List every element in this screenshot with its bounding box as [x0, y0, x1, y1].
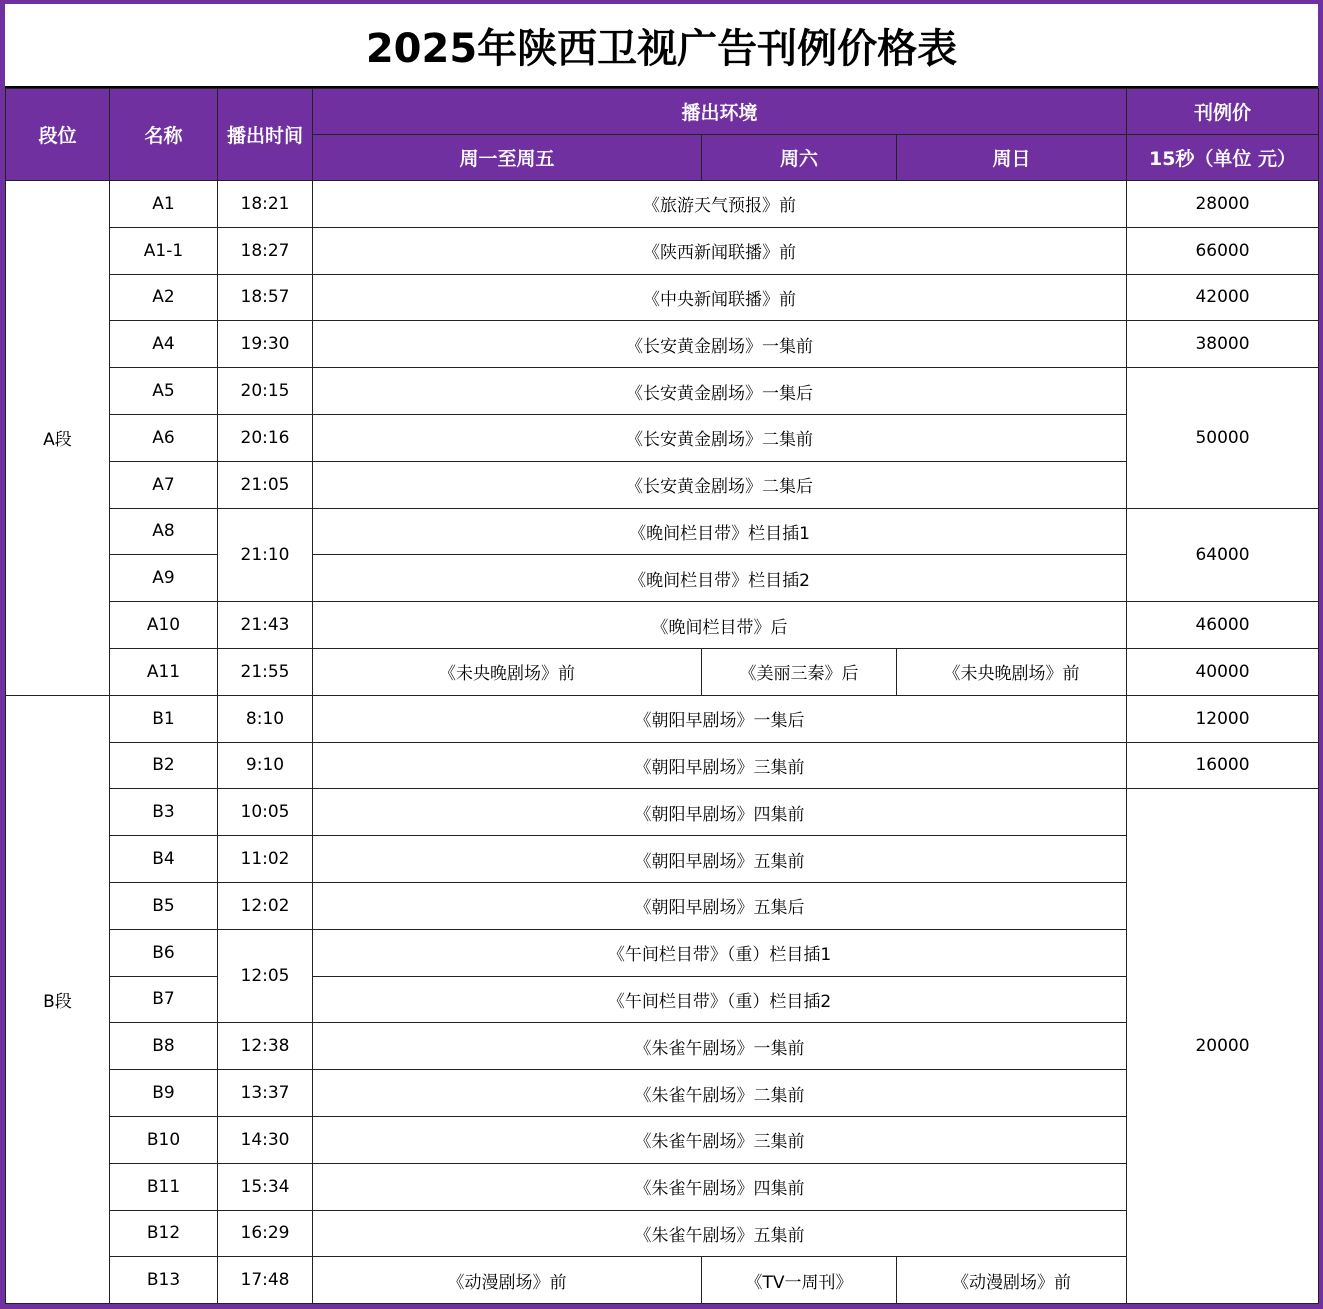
- table-row: [6, 181, 1319, 228]
- table-row: [6, 836, 1319, 883]
- header-price-unit: 15秒（单位 元）: [1127, 135, 1319, 181]
- name-cell: B10: [110, 1116, 218, 1163]
- price-cell: 28000: [1127, 181, 1319, 228]
- time-cell: 18:57: [218, 274, 313, 321]
- time-cell: 12:38: [218, 1023, 313, 1070]
- environment-cell: 《朱雀午剧场》五集前: [313, 1210, 1127, 1257]
- time-cell: 18:27: [218, 227, 313, 274]
- environment-cell: 《午间栏目带》（重）栏目插2: [313, 976, 1127, 1023]
- name-cell: A11: [110, 648, 218, 695]
- header-environment: 播出环境: [313, 89, 1127, 135]
- table-row: [6, 602, 1319, 649]
- segment-cell: B段: [6, 695, 110, 1303]
- environment-cell: 《晚间栏目带》栏目插2: [313, 555, 1127, 602]
- table-row: [6, 976, 1319, 1023]
- table-row: [6, 1257, 1319, 1304]
- time-cell: 21:43: [218, 602, 313, 649]
- name-cell: B9: [110, 1070, 218, 1117]
- environment-cell: 《朝阳早剧场》四集前: [313, 789, 1127, 836]
- environment-cell: 《朱雀午剧场》三集前: [313, 1116, 1127, 1163]
- table-row: [6, 648, 1319, 695]
- time-cell: 18:21: [218, 181, 313, 228]
- table-row: [6, 227, 1319, 274]
- time-cell: 15:34: [218, 1163, 313, 1210]
- table-row: [6, 414, 1319, 461]
- price-cell: 20000: [1127, 789, 1319, 1304]
- name-cell: A5: [110, 368, 218, 415]
- price-cell: 12000: [1127, 695, 1319, 742]
- environment-cell: 《朝阳早剧场》五集前: [313, 836, 1127, 883]
- environment-cell: 《长安黄金剧场》二集后: [313, 461, 1127, 508]
- name-cell: A8: [110, 508, 218, 555]
- environment-cell: 《朝阳早剧场》三集前: [313, 742, 1127, 789]
- name-cell: A1-1: [110, 227, 218, 274]
- header-sunday: 周日: [897, 135, 1127, 181]
- environment-cell: 《朝阳早剧场》五集后: [313, 882, 1127, 929]
- name-cell: A1: [110, 181, 218, 228]
- name-cell: B5: [110, 882, 218, 929]
- table-row: [6, 508, 1319, 555]
- price-table: [5, 88, 1319, 1304]
- name-cell: B12: [110, 1210, 218, 1257]
- environment-cell: 《朱雀午剧场》二集前: [313, 1070, 1127, 1117]
- price-cell: 46000: [1127, 602, 1319, 649]
- environment-sunday-cell: 《动漫剧场》前: [897, 1257, 1127, 1304]
- table-row: [6, 789, 1319, 836]
- name-cell: B13: [110, 1257, 218, 1304]
- name-cell: B6: [110, 929, 218, 976]
- environment-cell: 《长安黄金剧场》一集前: [313, 321, 1127, 368]
- time-cell: 21:10: [218, 508, 313, 602]
- time-cell: 9:10: [218, 742, 313, 789]
- time-cell: 8:10: [218, 695, 313, 742]
- price-cell: 64000: [1127, 508, 1319, 602]
- environment-cell: 《中央新闻联播》前: [313, 274, 1127, 321]
- environment-cell: 《陕西新闻联播》前: [313, 227, 1127, 274]
- time-cell: 16:29: [218, 1210, 313, 1257]
- environment-sunday-cell: 《未央晚剧场》前: [897, 648, 1127, 695]
- table-row: [6, 1210, 1319, 1257]
- table-row: [6, 1070, 1319, 1117]
- price-cell: 42000: [1127, 274, 1319, 321]
- table-row: [6, 555, 1319, 602]
- name-cell: A9: [110, 555, 218, 602]
- environment-saturday-cell: 《TV一周刊》: [702, 1257, 897, 1304]
- table-row: [6, 1163, 1319, 1210]
- environment-cell: 《晚间栏目带》栏目插1: [313, 508, 1127, 555]
- time-cell: 19:30: [218, 321, 313, 368]
- environment-cell: 《长安黄金剧场》一集后: [313, 368, 1127, 415]
- time-cell: 20:16: [218, 414, 313, 461]
- price-cell: 66000: [1127, 227, 1319, 274]
- table-row: [6, 461, 1319, 508]
- name-cell: A6: [110, 414, 218, 461]
- header-weekday: 周一至周五: [313, 135, 702, 181]
- segment-cell: A段: [6, 181, 110, 696]
- price-cell: 40000: [1127, 648, 1319, 695]
- header-saturday: 周六: [702, 135, 897, 181]
- name-cell: B2: [110, 742, 218, 789]
- name-cell: B7: [110, 976, 218, 1023]
- name-cell: B4: [110, 836, 218, 883]
- name-cell: B1: [110, 695, 218, 742]
- time-cell: 21:55: [218, 648, 313, 695]
- header-segment: 段位: [6, 89, 110, 181]
- time-cell: 14:30: [218, 1116, 313, 1163]
- environment-cell: 《朱雀午剧场》一集前: [313, 1023, 1127, 1070]
- environment-cell: 《午间栏目带》（重）栏目插1: [313, 929, 1127, 976]
- time-cell: 20:15: [218, 368, 313, 415]
- table-row: [6, 742, 1319, 789]
- price-cell: 16000: [1127, 742, 1319, 789]
- table-row: [6, 1023, 1319, 1070]
- name-cell: A4: [110, 321, 218, 368]
- name-cell: A10: [110, 602, 218, 649]
- time-cell: 12:05: [218, 929, 313, 1023]
- environment-weekday-cell: 《未央晚剧场》前: [313, 648, 702, 695]
- name-cell: B11: [110, 1163, 218, 1210]
- header-price: 刊例价: [1127, 89, 1319, 135]
- name-cell: B8: [110, 1023, 218, 1070]
- environment-cell: 《朝阳早剧场》一集后: [313, 695, 1127, 742]
- price-cell: 38000: [1127, 321, 1319, 368]
- price-cell: 50000: [1127, 368, 1319, 508]
- environment-cell: 《长安黄金剧场》二集前: [313, 414, 1127, 461]
- time-cell: 10:05: [218, 789, 313, 836]
- time-cell: 12:02: [218, 882, 313, 929]
- page-title: 2025年陕西卫视广告刊例价格表: [5, 4, 1318, 88]
- table-row: [6, 695, 1319, 742]
- environment-cell: 《旅游天气预报》前: [313, 181, 1127, 228]
- table-row: [6, 368, 1319, 415]
- header-time: 播出时间: [218, 89, 313, 181]
- environment-cell: 《晚间栏目带》后: [313, 602, 1127, 649]
- environment-weekday-cell: 《动漫剧场》前: [313, 1257, 702, 1304]
- table-row: [6, 274, 1319, 321]
- table-row: [6, 321, 1319, 368]
- time-cell: 17:48: [218, 1257, 313, 1304]
- name-cell: A2: [110, 274, 218, 321]
- table-row: [6, 1116, 1319, 1163]
- table-row: [6, 882, 1319, 929]
- time-cell: 13:37: [218, 1070, 313, 1117]
- table-row: [6, 929, 1319, 976]
- name-cell: B3: [110, 789, 218, 836]
- environment-saturday-cell: 《美丽三秦》后: [702, 648, 897, 695]
- time-cell: 21:05: [218, 461, 313, 508]
- time-cell: 11:02: [218, 836, 313, 883]
- header-name: 名称: [110, 89, 218, 181]
- name-cell: A7: [110, 461, 218, 508]
- environment-cell: 《朱雀午剧场》四集前: [313, 1163, 1127, 1210]
